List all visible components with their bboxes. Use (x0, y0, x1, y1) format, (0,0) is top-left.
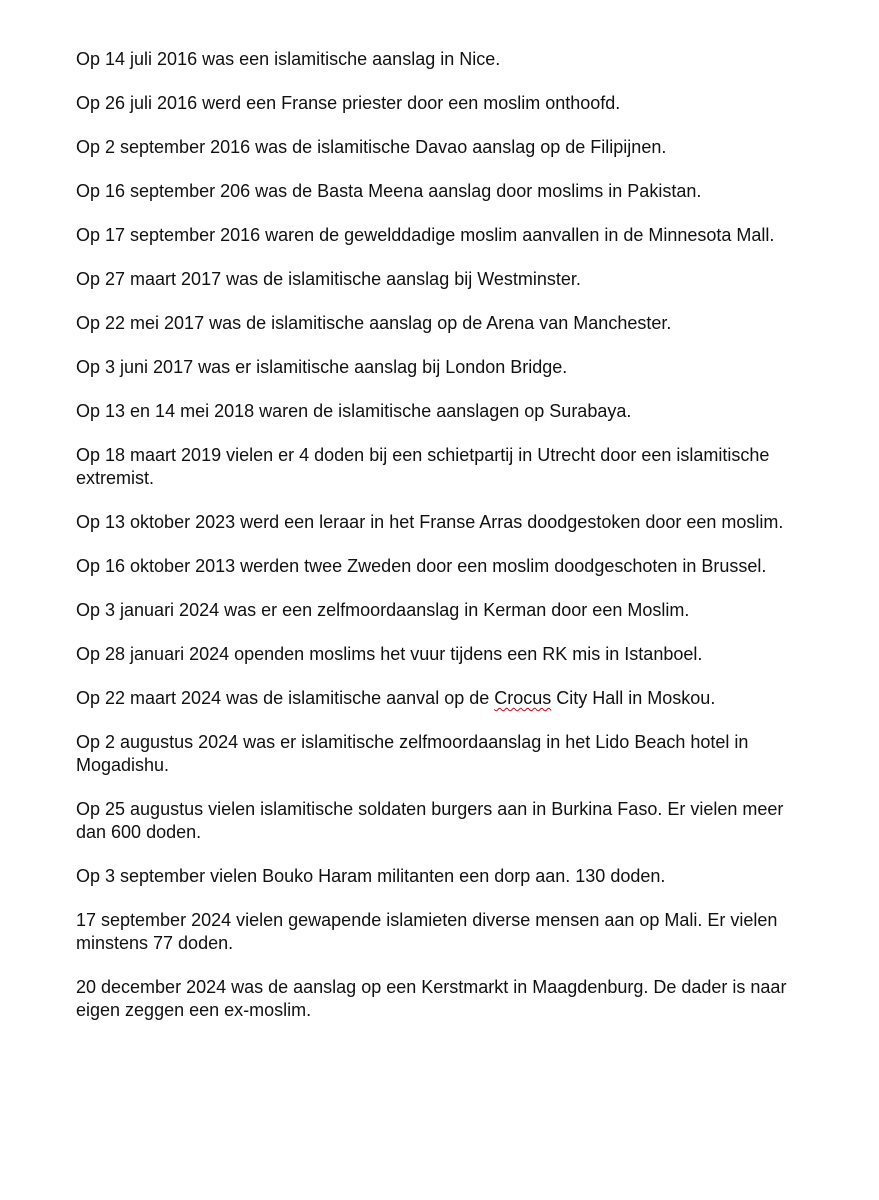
entry-6: Op 27 maart 2017 was de islamitische aanslag bij Westminster. (76, 269, 581, 289)
entry-13: Op 3 januari 2024 was er een zelfmoordaanslag in Kerman door een Moslim. (76, 600, 690, 620)
entry-1: Op 14 juli 2016 was een islamitische aanslag in Nice. (76, 49, 501, 69)
entry-18: Op 3 september vielen Bouko Haram militanten een dorp aan. 130 doden. (76, 866, 666, 886)
entry-17: Op 25 augustus vielen islamitische soldaten burgers aan in Burkina Faso. Er vielen meer dan 600 doden. (76, 799, 784, 842)
entry-12: Op 16 oktober 2013 werden twee Zweden door een moslim doodgeschoten in Brussel. (76, 556, 767, 576)
entry-19: 17 september 2024 vielen gewapende islamieten diverse mensen aan op Mali. Er vielen minstens 77 doden. (76, 910, 778, 953)
entry-4: Op 16 september 206 was de Basta Meena aanslag door moslims in Pakistan. (76, 181, 702, 201)
entry-3: Op 2 september 2016 was de islamitische Davao aanslag op de Filipijnen. (76, 137, 667, 157)
entry-5: Op 17 september 2016 waren de gewelddadige moslim aanvallen in de Minnesota Mall. (76, 225, 775, 245)
entry-7: Op 22 mei 2017 was de islamitische aanslag op de Arena van Manchester. (76, 313, 672, 333)
entry-16: Op 2 augustus 2024 was er islamitische zelfmoordaanslag in het Lido Beach hotel in Mogadishu. (76, 732, 749, 775)
entry-11: Op 13 oktober 2023 werd een leraar in het Franse Arras doodgestoken door een moslim. (76, 512, 784, 532)
spellcheck-flagged-word[interactable]: Crocus (494, 688, 552, 708)
entry-10: Op 18 maart 2019 vielen er 4 doden bij een schietpartij in Utrecht door een islamitische extremist. (76, 445, 770, 488)
document-body (76, 48, 796, 1043)
entry-2: Op 26 juli 2016 werd een Franse priester door een moslim onthoofd. (76, 93, 621, 113)
entry-20: 20 december 2024 was de aanslag op een Kerstmarkt in Maagdenburg. De dader is naar eigen zeggen een ex-moslim. (76, 977, 787, 1020)
entry-14: Op 28 januari 2024 openden moslims het vuur tijdens een RK mis in Istanboel. (76, 644, 703, 664)
entry-15 (76, 687, 796, 710)
entry-15-text-before: Op 22 maart 2024 was de islamitische aanval op de (76, 688, 495, 708)
entry-15-text-after: City Hall in Moskou. (551, 688, 716, 708)
entry-9: Op 13 en 14 mei 2018 waren de islamitische aanslagen op Surabaya. (76, 401, 632, 421)
entry-8: Op 3 juni 2017 was er islamitische aanslag bij London Bridge. (76, 357, 568, 377)
